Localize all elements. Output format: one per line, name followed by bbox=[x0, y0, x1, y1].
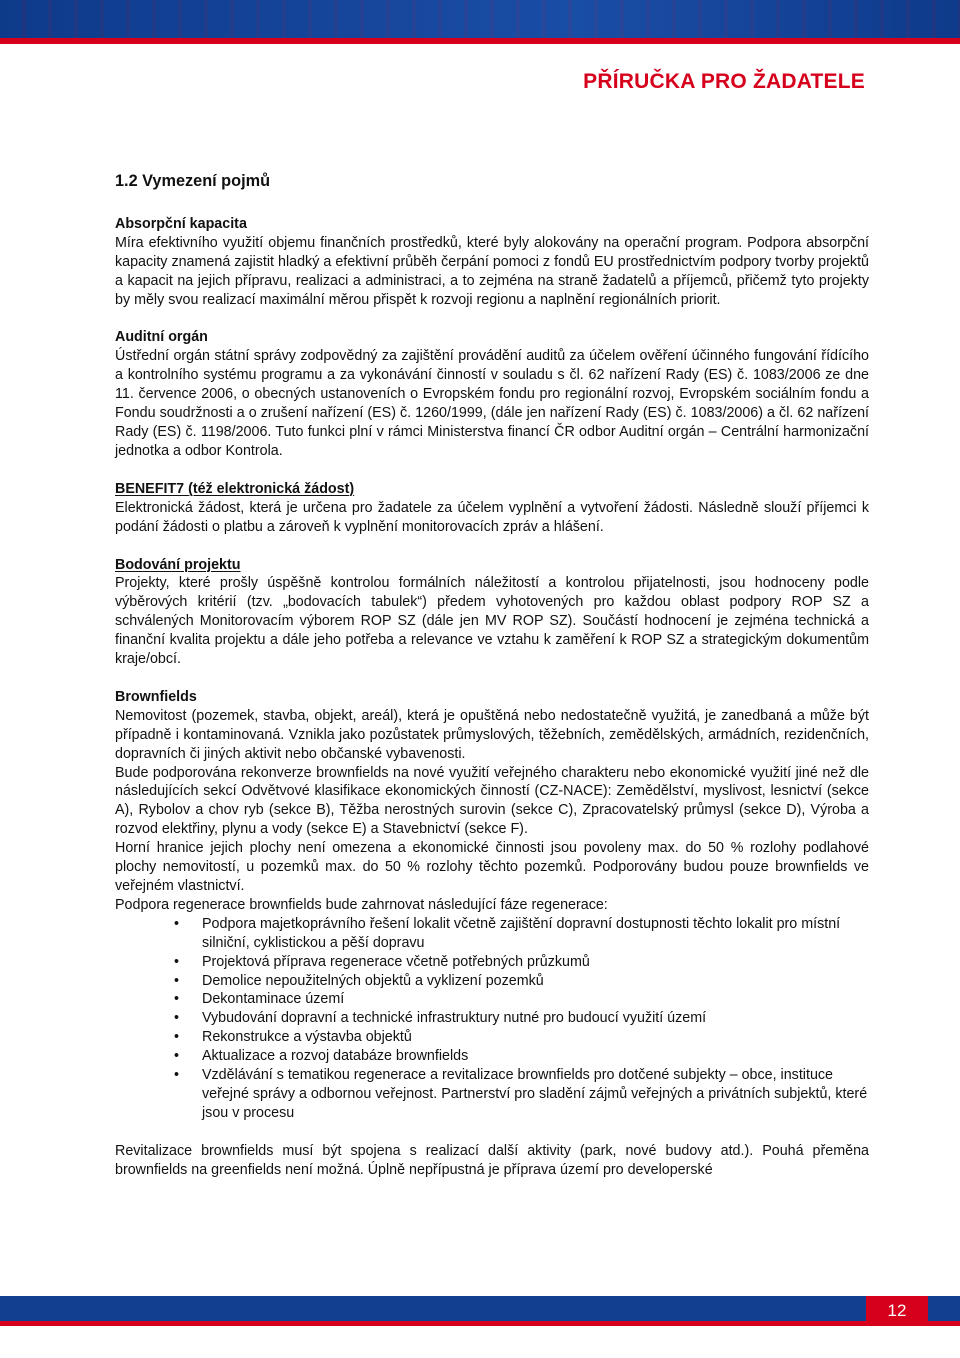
term-definition: Projekty, které prošly úspěšně kontrolou formálních náležitostí a kontrolou přijatelnosti, jsou hodnoceny podle výběrových kritérií (tzv. „bodovacích tabulek“) předem vyhotovených pro každou oblast podpory ROP SZ a schválených Monitorovacím výborem ROP SZ (dále jen MV ROP SZ). Součástí hodnocení je zejména technická a finanční kvalita projektu a dále jeho potřeba a relevance ve vztahu k zaměření k ROP SZ a strategickým dokumentům kraje/obcí. bbox=[115, 575, 869, 668]
term-title: Bodování projektu bbox=[115, 556, 241, 573]
list-item: • Vzdělávání s tematikou regenerace a revitalizace brownfields pro dotčené subjekty – obce, instituce veřejné správy a odbornou veřejnost. Partnerství pro sladění zájmů veřejných a privátních subjektů, které jsou v procesu bbox=[202, 1066, 869, 1123]
term-bodovani-projektu bbox=[115, 556, 869, 669]
term-auditni-organ bbox=[115, 328, 869, 460]
list-item: • Rekonstrukce a výstavba objektů bbox=[202, 1028, 869, 1047]
term-paragraph: Podpora regenerace brownfields bude zahrnovat následující fáze regenerace: bbox=[115, 896, 608, 913]
list-item: • Vybudování dopravní a technické infrastruktury nutné pro budoucí využití území bbox=[202, 1009, 869, 1028]
term-definition: Ústřední orgán státní správy zodpovědný za zajištění provádění auditů za účelem ověření účinného fungování řídícího a kontrolního systému programu a za vykonávání činností v souladu s čl. 62 nařízení Rady (ES) č. 1083/2006 ze dne 11. července 2006, o obecných ustanoveních o Evropském fondu pro regionální rozvoj, Evropském sociálním fondu a Fondu soudržnosti a o zrušení nařízení (ES) č. 1260/1999, (dále jen nařízení Rady (ES) č. 1083/2006) a čl. 62 nařízení Rady (ES) č. 1198/2006. Tuto funkci plní v rámci Ministerstva financí ČR odbor Auditní orgán – Centrální harmonizační jednotka a odbor Kontrola. bbox=[115, 348, 869, 459]
list-item: • Projektová příprava regenerace včetně potřebných průzkumů bbox=[202, 953, 869, 972]
document-title: PŘÍRUČKA PRO ŽADATELE bbox=[583, 70, 865, 93]
list-item: • Podpora majetkoprávního řešení lokalit včetně zajištění dopravní dostupnosti těchto lokalit pro místní silniční, cyklistickou a pěší dopravu bbox=[202, 915, 869, 953]
term-paragraph: Revitalizace brownfields musí být spojena s realizací další aktivity (park, nové budovy atd.). Pouhá přeměna brownfields na greenfields není možná. Úplně nepřípustná je příprava území pro developerské bbox=[115, 1142, 869, 1178]
footer-band bbox=[0, 1296, 960, 1326]
term-definition: Míra efektivního využití objemu finančních prostředků, které byly alokovány na operační program. Podpora absorpční kapacity znamená zajistit hladký a efektivní průběh čerpání pomoci z fondů EU prostřednictvím podpory tvorby projektů a kapacit na jejich přípravu, realizaci a administraci, a to zejména na straně žadatelů a příjemců, přičemž tyto projekty by měly svou realizací maximální měrou přispět k rozvoji regionu a naplnění regionálních priorit. bbox=[115, 234, 869, 308]
header-red-stripe bbox=[0, 38, 960, 44]
page-number: 12 bbox=[866, 1296, 928, 1326]
term-paragraph: Horní hranice jejich plochy není omezena a ekonomické činnosti jsou povoleny max. do 50 % rozlohy podlahové plochy nemovitostí, u pozemků max. do 50 % rozlohy těchto pozemků. Podporovány budou pouze brownfields ve veřejném vlastnictví. bbox=[115, 840, 869, 894]
term-definition: Elektronická žádost, která je určena pro žadatele za účelem vyplnění a vytvoření žádosti. Následně slouží příjemci k podání žádosti o platbu a zároveň k vyplnění monitorovacích zpráv a hlášení. bbox=[115, 499, 869, 535]
term-absorpcni-kapacita bbox=[115, 215, 869, 310]
list-item: • Aktualizace a rozvoj databáze brownfields bbox=[202, 1047, 869, 1066]
footer-red-line bbox=[0, 1321, 960, 1326]
term-benefit7 bbox=[115, 480, 869, 537]
term-brownfields bbox=[115, 688, 869, 1180]
term-title: Brownfields bbox=[115, 688, 197, 705]
header-band bbox=[0, 0, 960, 44]
term-paragraph: Bude podporována rekonverze brownfields na nové využití veřejného charakteru nebo ekonomické využití jiné než dle následujících sekcí Odvětvové klasifikace ekonomických činností (CZ-NACE): Zemědělství, myslivost, lesnictví (sekce A), Rybolov a chov ryb (sekce B), Těžba nerostných surovin (sekce C), Zpracovatelský průmysl (sekce D), Výroba a rozvod elektřiny, plynu a vody (sekce E) a Stavebnictví (sekce F). bbox=[115, 764, 869, 838]
term-paragraph: Nemovitost (pozemek, stavba, objekt, areál), která je opuštěná nebo nedostatečně využitá, je zanedbaná a může být případně i kontaminovaná. Vznikla jako pozůstatek průmyslových, těžebních, zemědělských, armádních, rezidenčních, dopravních či jiných aktivit nebo občanské vybavenosti. bbox=[115, 707, 869, 762]
term-title: Auditní orgán bbox=[115, 329, 208, 346]
list-item: • Dekontaminace území bbox=[202, 990, 869, 1009]
term-title: Absorpční kapacita bbox=[115, 215, 247, 232]
list-item: • Demolice nepoužitelných objektů a vyklizení pozemků bbox=[202, 972, 869, 991]
regeneration-phases-list bbox=[115, 915, 869, 1123]
section-heading: 1.2 Vymezení pojmů bbox=[115, 172, 271, 190]
page-content bbox=[115, 172, 869, 1199]
term-title: BENEFIT7 (též elektronická žádost) bbox=[115, 480, 355, 497]
